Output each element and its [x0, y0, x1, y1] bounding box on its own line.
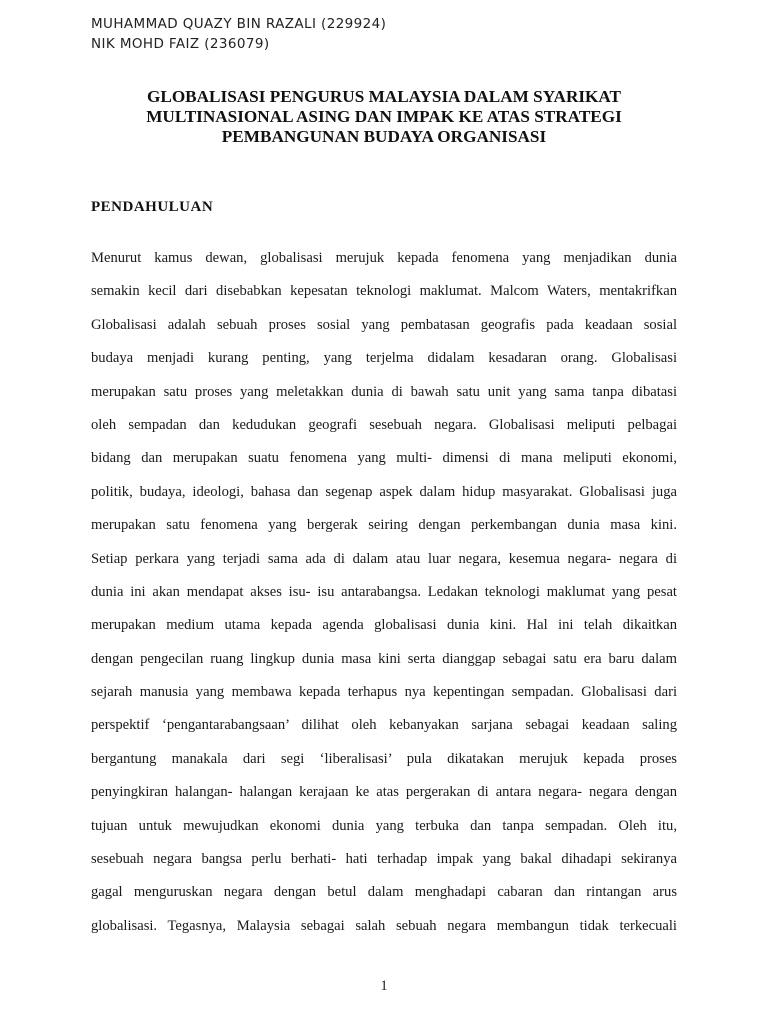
paragraph-line: politik, budaya, ideologi, bahasa dan segenap aspek dalam hidup masyarakat. Globalisasi juga — [91, 483, 677, 500]
paragraph-line: gagal menguruskan negara dengan betul dalam menghadapi cabaran dan rintangan arus — [91, 884, 677, 901]
paragraph-line: sesebuah negara bangsa perlu berhati- hati terhadap impak yang bakal dihadapi sekiranya — [91, 851, 677, 868]
paragraph-line: bergantung manakala dari segi ‘liberalisasi’ pula dikatakan merujuk kepada proses — [91, 750, 677, 767]
paragraph-line: dengan pengecilan ruang lingkup dunia masa kini serta dianggap sebagai satu era baru dalam — [91, 650, 677, 667]
paragraph-line: merupakan medium utama kepada agenda globalisasi dunia kini. Hal ini telah dikaitkan — [91, 617, 677, 634]
document-title — [91, 87, 677, 147]
page-number: 1 — [380, 978, 388, 994]
paragraph-line: semakin kecil dari disebabkan kepesatan teknologi maklumat. Malcom Waters, mentakrifkan — [91, 283, 677, 300]
paragraph-line: Globalisasi adalah sebuah proses sosial yang pembatasan geografis pada keadaan sosial — [91, 316, 677, 333]
section-heading: PENDAHULUAN — [91, 199, 214, 215]
paragraph-line: budaya menjadi kurang penting, yang terjelma didalam kesadaran orang. Globalisasi — [91, 350, 677, 367]
author-list — [91, 14, 386, 54]
paragraph-line: merupakan satu fenomena yang bergerak seiring dengan perkembangan dunia masa kini. — [91, 517, 677, 534]
paragraph-line: perspektif ‘pengantarabangsaan’ dilihat oleh kebanyakan sarjana sebagai keadaan saling — [91, 717, 677, 734]
title-line: MULTINASIONAL ASING DAN IMPAK KE ATAS STRATEGI — [146, 107, 622, 126]
paragraph-line: oleh sempadan dan kedudukan geografi sesebuah negara. Globalisasi meliputi pelbagai — [91, 416, 677, 433]
author-line: MUHAMMAD QUAZY BIN RAZALI (229924) — [91, 16, 387, 32]
body-paragraph — [91, 248, 677, 949]
paragraph-line: tujuan untuk mewujudkan ekonomi dunia yang terbuka dan tanpa sempadan. Oleh itu, — [91, 817, 677, 834]
paragraph-line: dunia ini akan mendapat akses isu- isu antarabangsa. Ledakan teknologi maklumat yang pesat — [91, 583, 677, 600]
author-line: NIK MOHD FAIZ (236079) — [91, 36, 270, 52]
paragraph-line: merupakan satu proses yang meletakkan dunia di bawah satu unit yang sama tanpa dibatasi — [91, 383, 677, 400]
paragraph-line: penyingkiran halangan- halangan kerajaan ke atas pergerakan di antara negara- negara dengan — [91, 784, 677, 801]
title-line: GLOBALISASI PENGURUS MALAYSIA DALAM SYARIKAT — [146, 87, 622, 106]
paragraph-line: Menurut kamus dewan, globalisasi merujuk kepada fenomena yang menjadikan dunia — [91, 250, 677, 266]
paragraph-line: bidang dan merupakan suatu fenomena yang multi- dimensi di mana meliputi ekonomi, — [91, 450, 677, 467]
title-line: PEMBANGUNAN BUDAYA ORGANISASI — [221, 127, 547, 146]
paragraph-line: Setiap perkara yang terjadi sama ada di dalam atau luar negara, kesemua negara- negara di — [91, 550, 677, 567]
paragraph-line: sejarah manusia yang membawa kepada terhapus nya kepentingan sempadan. Globalisasi dari — [91, 684, 677, 701]
paragraph-line: globalisasi. Tegasnya, Malaysia sebagai salah sebuah negara membangun tidak terkecuali — [91, 917, 677, 934]
